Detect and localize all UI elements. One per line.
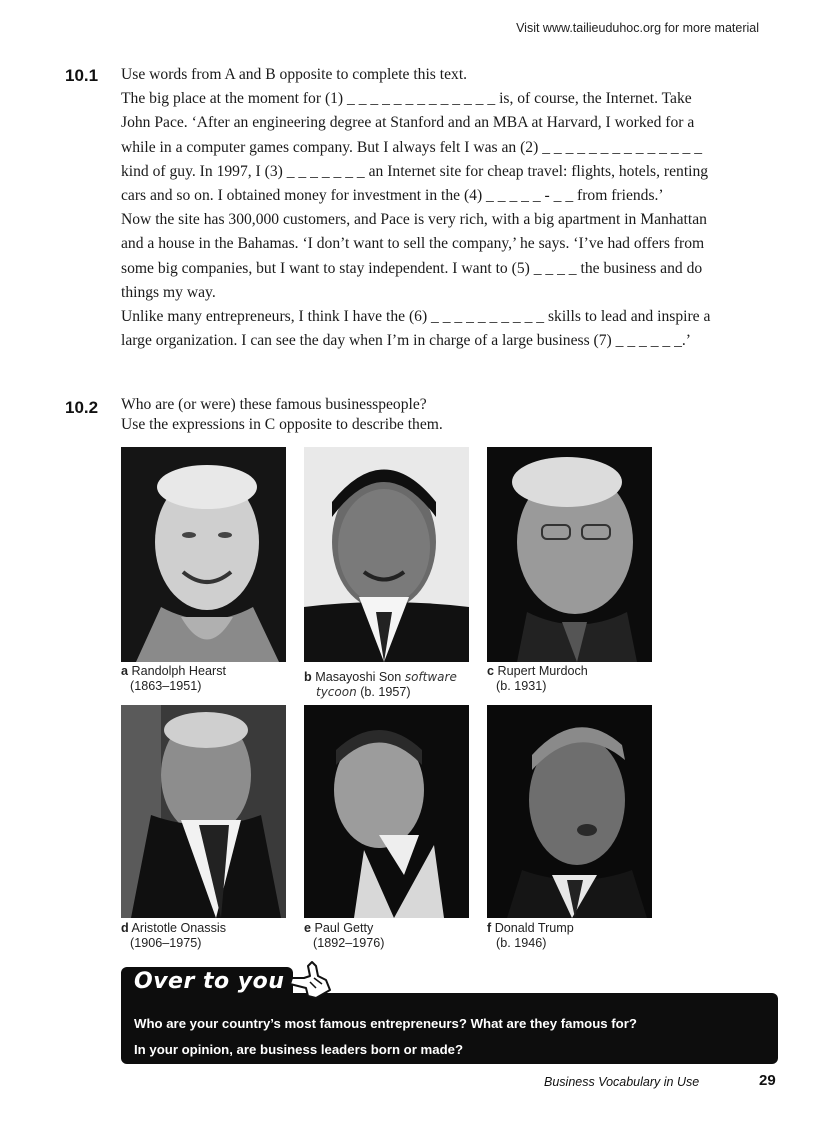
caption-rupert-murdoch xyxy=(487,664,588,694)
caption-dates: (b. 1931) xyxy=(496,679,547,693)
caption-dates: (b. 1957) xyxy=(360,685,411,699)
text-line: Unlike many entrepreneurs, I think I have the (6) _ _ _ _ _ _ _ _ _ _ skills to lead and inspire a xyxy=(121,308,711,326)
text-line: The big place at the moment for (1) _ _ _ _ _ _ _ _ _ _ _ _ _ is, of course, the Internet. Take xyxy=(121,90,692,108)
caption-dates: (b. 1946) xyxy=(496,936,547,950)
photo-donald-trump xyxy=(487,705,652,918)
caption-name: Paul Getty xyxy=(314,921,374,935)
pointing-hand-icon xyxy=(286,958,334,1002)
handwritten-note: tycoon xyxy=(316,685,357,699)
caption-aristotle-onassis xyxy=(121,921,226,951)
photo-aristotle-onassis xyxy=(121,705,286,918)
caption-masayoshi-son xyxy=(304,670,457,700)
over-to-you-question: Who are your country’s most famous entrepreneurs? What are they famous for? xyxy=(134,1016,637,1031)
caption-randolph-hearst xyxy=(121,664,226,694)
text-line: kind of guy. In 1997, I (3) _ _ _ _ _ _ _ an Internet site for cheap travel: flights, hotels, renting xyxy=(121,162,709,180)
exercise-number-10-1: 10.1 xyxy=(65,66,99,85)
caption-dates: (1892–1976) xyxy=(313,936,385,950)
caption-dates: (1906–1975) xyxy=(130,936,202,950)
exercise-number-10-2: 10.2 xyxy=(65,398,99,417)
photo-masayoshi-son xyxy=(304,447,469,662)
photo-paul-getty xyxy=(304,705,469,918)
header-link[interactable]: Visit www.tailieuduhoc.org for more material xyxy=(516,21,759,35)
caption-donald-trump xyxy=(487,921,574,951)
over-to-you-title: Over to you xyxy=(134,969,285,994)
handwritten-note: software xyxy=(404,670,457,684)
caption-name: Randolph Hearst xyxy=(131,664,227,678)
over-to-you-question: In your opinion, are business leaders born or made? xyxy=(134,1042,464,1057)
text-line: cars and so on. I obtained money for investment in the (4) _ _ _ _ _ - _ _ from friends.’ xyxy=(121,187,664,205)
text-line: Now the site has 300,000 customers, and Pace is very rich, with a big apartment in Manhattan xyxy=(121,211,707,229)
caption-paul-getty xyxy=(304,921,384,951)
caption-name: Rupert Murdoch xyxy=(497,664,588,678)
caption-letter: b xyxy=(304,670,312,684)
caption-letter: c xyxy=(487,664,495,678)
caption-name: Masayoshi Son xyxy=(315,670,402,684)
text-line: large organization. I can see the day when I’m in charge of a large business (7) _ _ _ _ _ _.’ xyxy=(121,332,692,350)
photo-randolph-hearst xyxy=(121,447,286,662)
photo-rupert-murdoch xyxy=(487,447,652,662)
text-line: Use the expressions in C opposite to describe them. xyxy=(121,416,443,433)
text-line: and a house in the Bahamas. ‘I don’t want to sell the company,’ he says. ‘I’ve had offers from xyxy=(121,235,705,253)
footer-book-title: Business Vocabulary in Use xyxy=(544,1075,700,1089)
text-line: Use words from A and B opposite to complete this text. xyxy=(121,66,468,83)
caption-dates: (1863–1951) xyxy=(130,679,202,693)
text-line: things my way. xyxy=(121,283,216,301)
caption-letter: a xyxy=(121,664,129,678)
caption-name: Aristotle Onassis xyxy=(131,921,226,935)
footer-page-number: 29 xyxy=(759,1072,776,1089)
caption-letter: f xyxy=(487,921,492,935)
caption-letter: d xyxy=(121,921,129,935)
exercise-10-2-text xyxy=(121,395,443,435)
text-line: while in a computer games company. But I always felt I was an (2) _ _ _ _ _ _ _ _ _ _ _ _ _ _ xyxy=(121,138,703,156)
text-line: John Pace. ‘After an engineering degree at Stanford and an MBA at Harvard, I worked for a xyxy=(121,114,695,132)
caption-name: Donald Trump xyxy=(494,921,574,935)
caption-letter: e xyxy=(304,921,312,935)
exercise-10-1-text xyxy=(121,63,710,353)
text-line: Who are (or were) these famous businesspeople? xyxy=(121,396,427,413)
text-line: some big companies, but I want to stay independent. I want to (5) _ _ _ _ the business and do xyxy=(121,259,703,277)
